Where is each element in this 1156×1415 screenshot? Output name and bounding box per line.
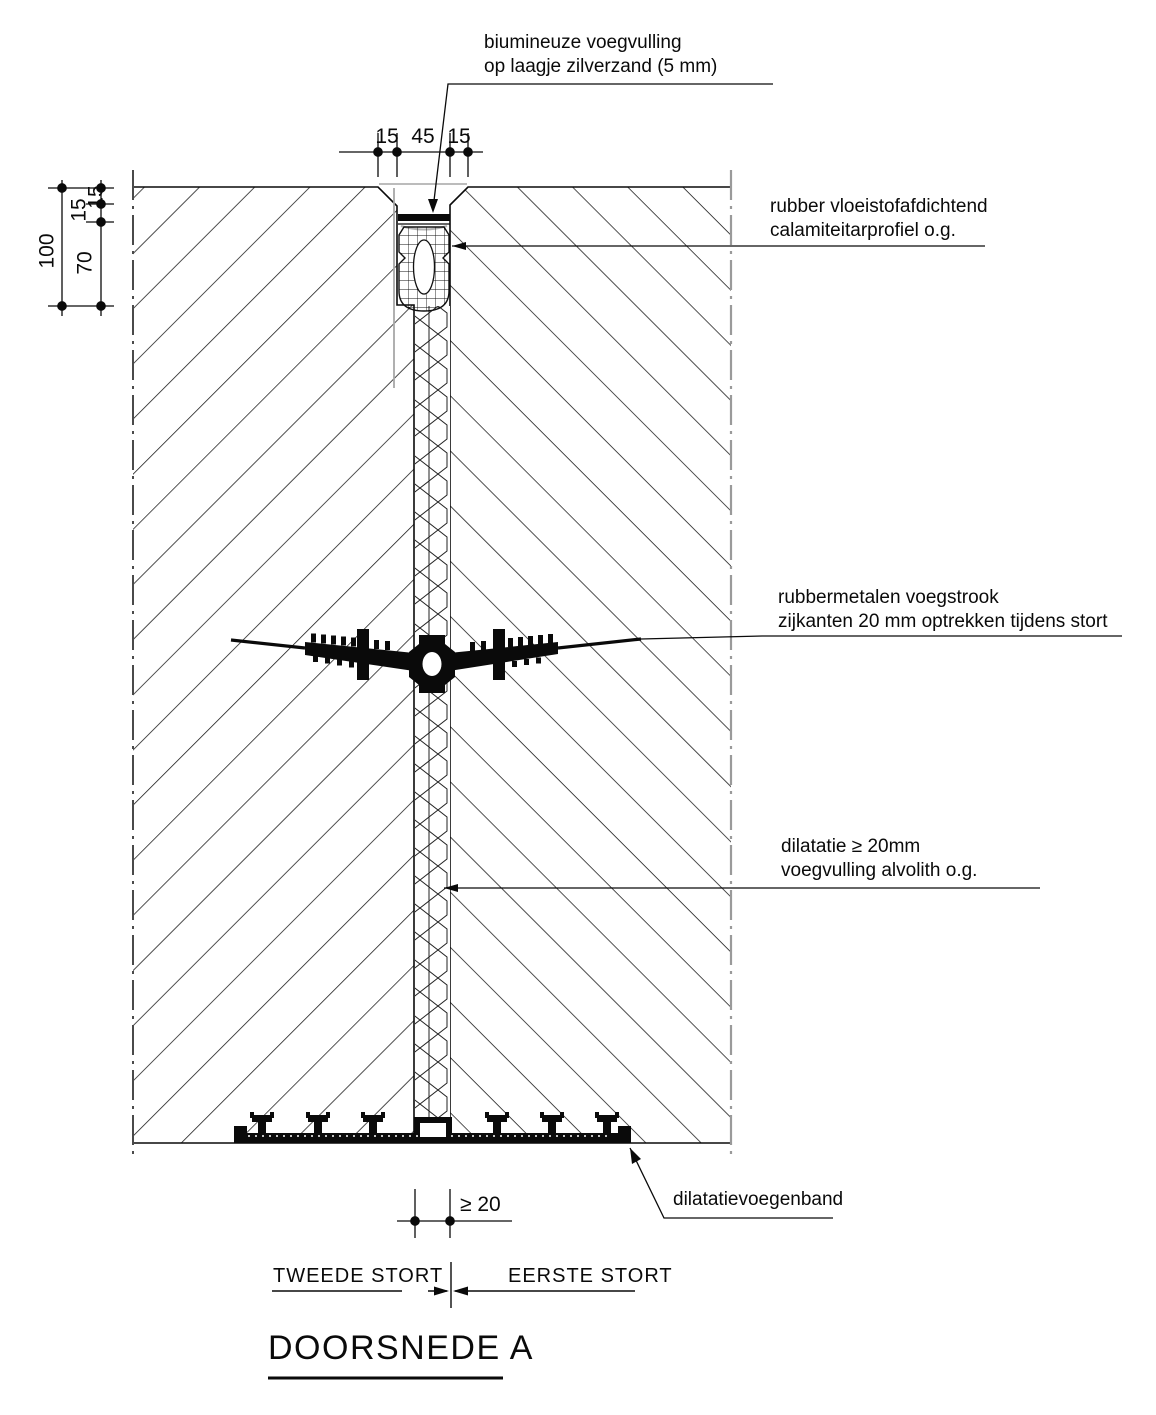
annotation-profile-line1: rubber vloeistofafdichtend bbox=[770, 196, 988, 217]
pour-label-tweede-stort: TWEEDE STORT bbox=[273, 1265, 444, 1287]
annotation-bituminous-line1: biumineuze voegvulling bbox=[484, 32, 682, 53]
annotation-dilatation-line1: dilatatie ≥ 20mm bbox=[781, 836, 921, 857]
dim-top-45: 45 bbox=[411, 125, 435, 148]
annotation-waterstop-line1: rubbermetalen voegstrook bbox=[778, 587, 999, 608]
annotation-dilatation bbox=[781, 835, 977, 883]
dim-left-70: 70 bbox=[73, 251, 97, 275]
annotation-dilatation-line2: voegvulling alvolith o.g. bbox=[781, 860, 978, 881]
annotation-band: dilatatievoegenband bbox=[673, 1189, 844, 1210]
annotation-waterstop bbox=[778, 586, 1108, 634]
rubber-calamity-profile bbox=[399, 227, 449, 311]
annotation-bituminous-line2: op laagje zilverzand (5 mm) bbox=[484, 56, 718, 77]
dim-left-100: 100 bbox=[35, 233, 59, 269]
annotation-bituminous bbox=[484, 31, 717, 79]
joint-filler-strip bbox=[415, 306, 450, 1118]
dim-top-left-15: 15 bbox=[375, 125, 399, 148]
pour-label-eerste-stort: EERSTE STORT bbox=[508, 1265, 673, 1287]
right-concrete-hatching bbox=[450, 187, 732, 1143]
annotation-waterstop-line2: zijkanten 20 mm optrekken tijdens stort bbox=[778, 611, 1108, 632]
dim-left-15b: 15 bbox=[67, 198, 91, 222]
left-concrete-hatching bbox=[133, 187, 415, 1143]
dim-joint-gap: ≥ 20 bbox=[460, 1193, 501, 1216]
annotation-profile-line2: calamiteitarprofiel o.g. bbox=[770, 220, 956, 241]
dim-top-right-15: 15 bbox=[447, 125, 471, 148]
dim-left-15a: 15 bbox=[84, 185, 108, 209]
annotation-profile bbox=[770, 195, 988, 243]
drawing-title: DOORSNEDE A bbox=[268, 1329, 534, 1367]
